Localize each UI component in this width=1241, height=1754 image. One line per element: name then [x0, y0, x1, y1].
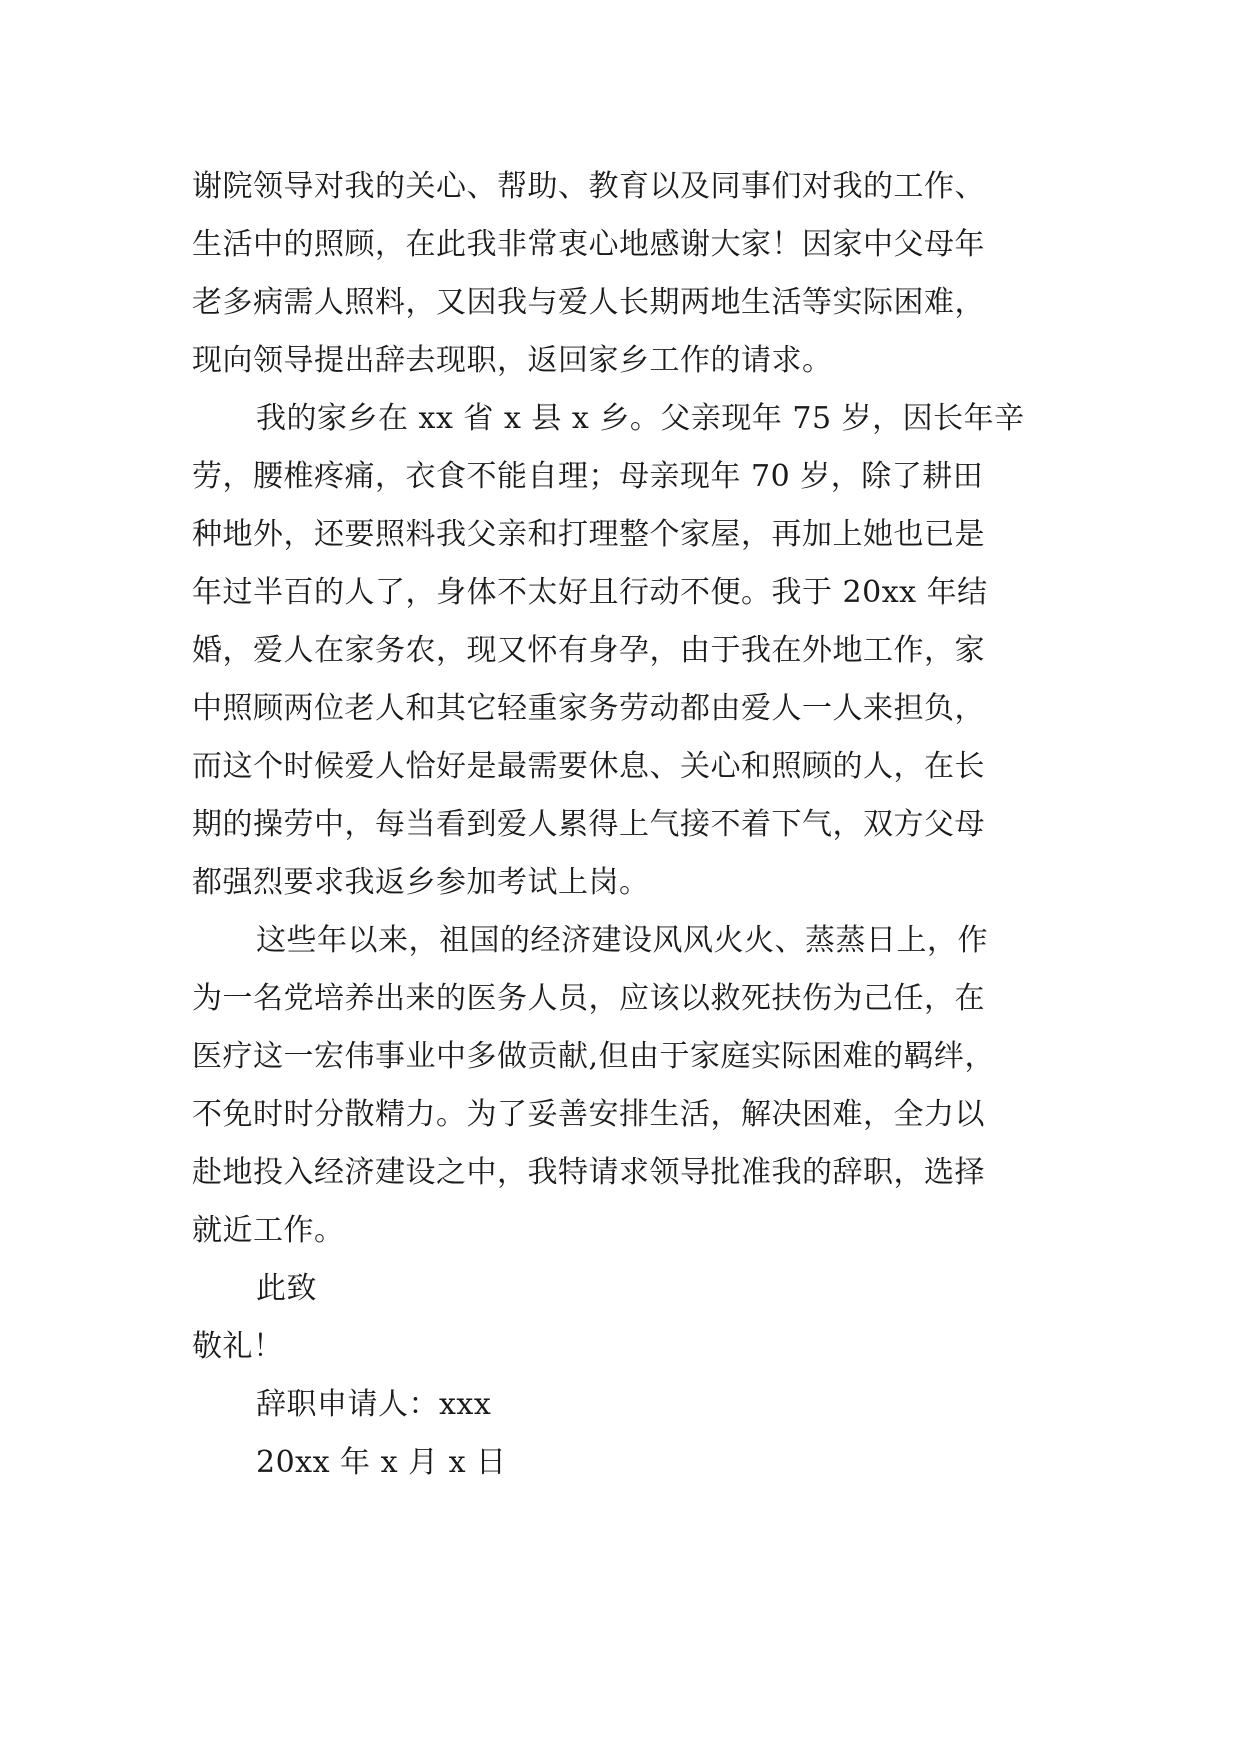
- paragraph-line: 老多病需人照料，又因我与爱人长期两地生活等实际困难，: [192, 285, 985, 320]
- paragraph-line: 劳，腰椎疼痛，衣食不能自理；母亲现年 70 岁，除了耕田: [192, 459, 984, 494]
- paragraph-line: 中照顾两位老人和其它轻重家务劳动都由爱人一人来担负，: [192, 691, 985, 726]
- paragraph-line: 生活中的照顾，在此我非常衷心地感谢大家！因家中父母年: [192, 227, 985, 262]
- letter-body: [192, 158, 1062, 1492]
- paragraph-line: 赴地投入经济建设之中，我特请求领导批准我的辞职，选择: [192, 1155, 985, 1190]
- closing-regards: 敬礼！: [192, 1329, 284, 1364]
- paragraph-line: 为一名党培养出来的医务人员，应该以救死扶伤为己任，在: [192, 981, 985, 1016]
- signature-date: 20xx 年 x 月 x 日: [256, 1445, 507, 1480]
- paragraph-line: 现向领导提出辞去现职，返回家乡工作的请求。: [192, 343, 833, 378]
- paragraph-line: 这些年以来，祖国的经济建设风风火火、蒸蒸日上，作: [256, 923, 988, 958]
- paragraph-line: 而这个时候爱人恰好是最需要休息、关心和照顾的人，在长: [192, 749, 985, 784]
- paragraph-line: 不免时时分散精力。为了妥善安排生活，解决困难，全力以: [192, 1097, 985, 1132]
- paragraph-line: 医疗这一宏伟事业中多做贡献,但由于家庭实际困难的羁绊，: [192, 1039, 996, 1074]
- paragraph-line: 我的家乡在 xx 省 x 县 x 乡。父亲现年 75 岁，因长年辛: [256, 401, 1025, 436]
- closing-salutation: 此致: [256, 1271, 317, 1306]
- paragraph-line: 种地外，还要照料我父亲和打理整个家屋，再加上她也已是: [192, 517, 985, 552]
- signature-applicant: 辞职申请人：xxx: [256, 1387, 492, 1422]
- paragraph-line: 都强烈要求我返乡参加考试上岗。: [192, 865, 650, 900]
- paragraph-line: 期的操劳中，每当看到爱人累得上气接不着下气，双方父母: [192, 807, 985, 842]
- paragraph-line: 就近工作。: [192, 1213, 345, 1248]
- paragraph-line: 年过半百的人了，身体不太好且行动不便。我于 20xx 年结: [192, 575, 988, 610]
- paragraph-line: 谢院领导对我的关心、帮助、教育以及同事们对我的工作、: [192, 169, 985, 204]
- paragraph-line: 婚，爱人在家务农，现又怀有身孕，由于我在外地工作，家: [192, 633, 985, 668]
